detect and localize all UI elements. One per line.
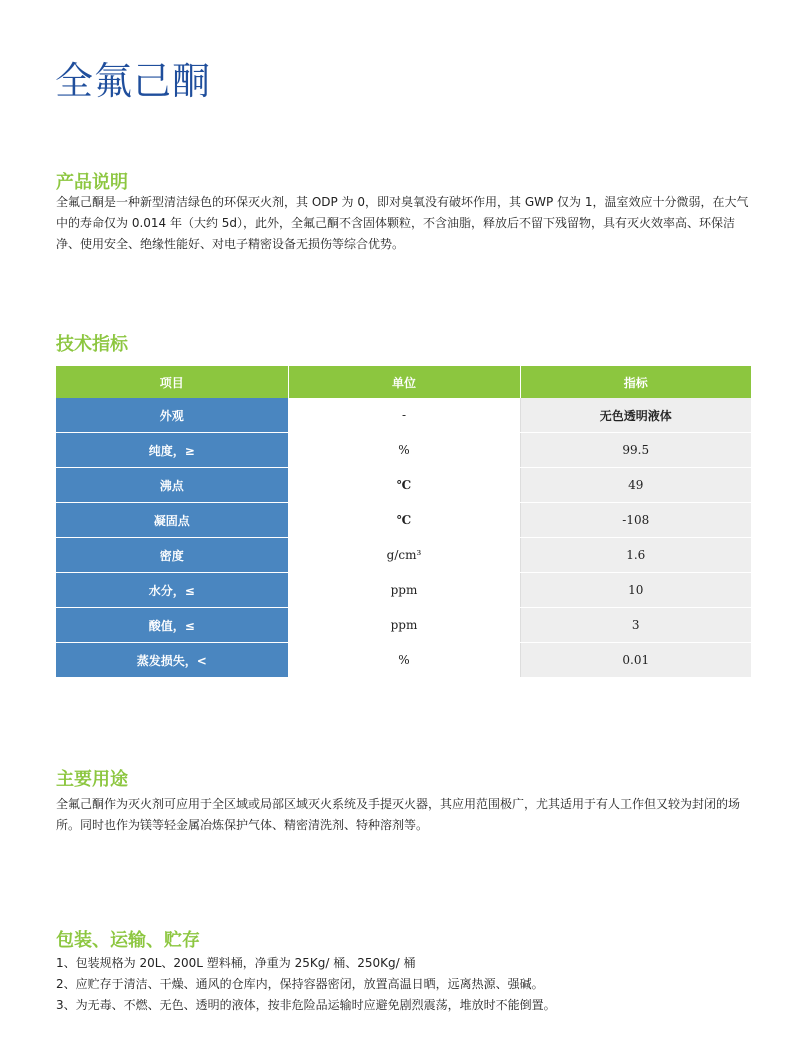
row-name: 凝固点 bbox=[56, 503, 288, 538]
row-value: 1.6 bbox=[520, 538, 751, 573]
spec-table bbox=[56, 366, 751, 678]
row-name: 沸点 bbox=[56, 468, 288, 503]
row-value: 49 bbox=[520, 468, 751, 503]
table-row bbox=[56, 573, 751, 608]
row-value: 10 bbox=[520, 573, 751, 608]
description-paragraph bbox=[56, 192, 756, 255]
column-header-unit: 单位 bbox=[288, 366, 520, 398]
section-heading-packaging: 包装、运输、贮存 bbox=[56, 930, 200, 951]
table-row bbox=[56, 468, 751, 503]
row-name: 酸值，≤ bbox=[56, 608, 288, 643]
row-name: 纯度，≥ bbox=[56, 433, 288, 468]
usage-text: 全氟己酮作为灭火剂可应用于全区域或局部区域灭火系统及手提灭火器，其应用范围极广，尤其适用于有人工作但又较为封闭的场所。同时也作为镁等轻金属冶炼保护气体、精密清洗剂、特种溶剂等。 bbox=[56, 797, 741, 832]
row-unit: ppm bbox=[288, 573, 520, 608]
table-row bbox=[56, 503, 751, 538]
row-value: -108 bbox=[520, 503, 751, 538]
table-row bbox=[56, 608, 751, 643]
row-value: 99.5 bbox=[520, 433, 751, 468]
row-name: 水分，≤ bbox=[56, 573, 288, 608]
row-unit: ppm bbox=[288, 608, 520, 643]
row-value: 0.01 bbox=[520, 643, 751, 678]
description-text: 全氟己酮是一种新型清洁绿色的环保灭火剂，其 ODP 为 0，即对臭氧没有破坏作用，其 GWP 仅为 1，温室效应十分微弱，在大气中的寿命仅为 0.014 年（大约 5d），此外，全氟己酮不含固体颗粒，不含油脂，释放后不留下残留物，具有灭火效率高、环保洁净、使用安全、绝缘性能好、对电子精密设备无损伤等综合优势。 bbox=[56, 195, 749, 251]
row-unit: % bbox=[288, 433, 520, 468]
section-heading-specs: 技术指标 bbox=[56, 334, 128, 355]
table-row bbox=[56, 643, 751, 678]
spec-table-header bbox=[56, 366, 751, 398]
row-name: 密度 bbox=[56, 538, 288, 573]
list-item: 2、应贮存于清洁、干燥、通风的仓库内，保持容器密闭，放置高温日晒，远离热源、强碱。 bbox=[56, 977, 544, 991]
row-value: 3 bbox=[520, 608, 751, 643]
list-item: 3、为无毒、不燃、无色、透明的液体，按非危险品运输时应避免剧烈震荡，堆放时不能倒置。 bbox=[56, 998, 556, 1012]
row-unit: g/cm³ bbox=[288, 538, 520, 573]
row-unit: ℃ bbox=[288, 503, 520, 538]
row-name: 蒸发损失，< bbox=[56, 643, 288, 678]
row-unit: % bbox=[288, 643, 520, 678]
usage-paragraph bbox=[56, 794, 756, 836]
table-row bbox=[56, 433, 751, 468]
table-row bbox=[56, 538, 751, 573]
packaging-list bbox=[56, 953, 756, 1016]
row-unit: - bbox=[288, 398, 520, 433]
column-header-item: 项目 bbox=[56, 366, 288, 398]
table-row bbox=[56, 398, 751, 433]
section-heading-usage: 主要用途 bbox=[56, 769, 128, 790]
row-value: 无色透明液体 bbox=[520, 398, 751, 433]
row-unit: ℃ bbox=[288, 468, 520, 503]
row-name: 外观 bbox=[56, 398, 288, 433]
column-header-value: 指标 bbox=[520, 366, 751, 398]
section-heading-description: 产品说明 bbox=[56, 172, 128, 193]
list-item: 1、包装规格为 20L、200L 塑料桶，净重为 25Kg/ 桶、250Kg/ 桶 bbox=[56, 956, 416, 970]
page-title: 全氟己酮 bbox=[55, 59, 212, 103]
